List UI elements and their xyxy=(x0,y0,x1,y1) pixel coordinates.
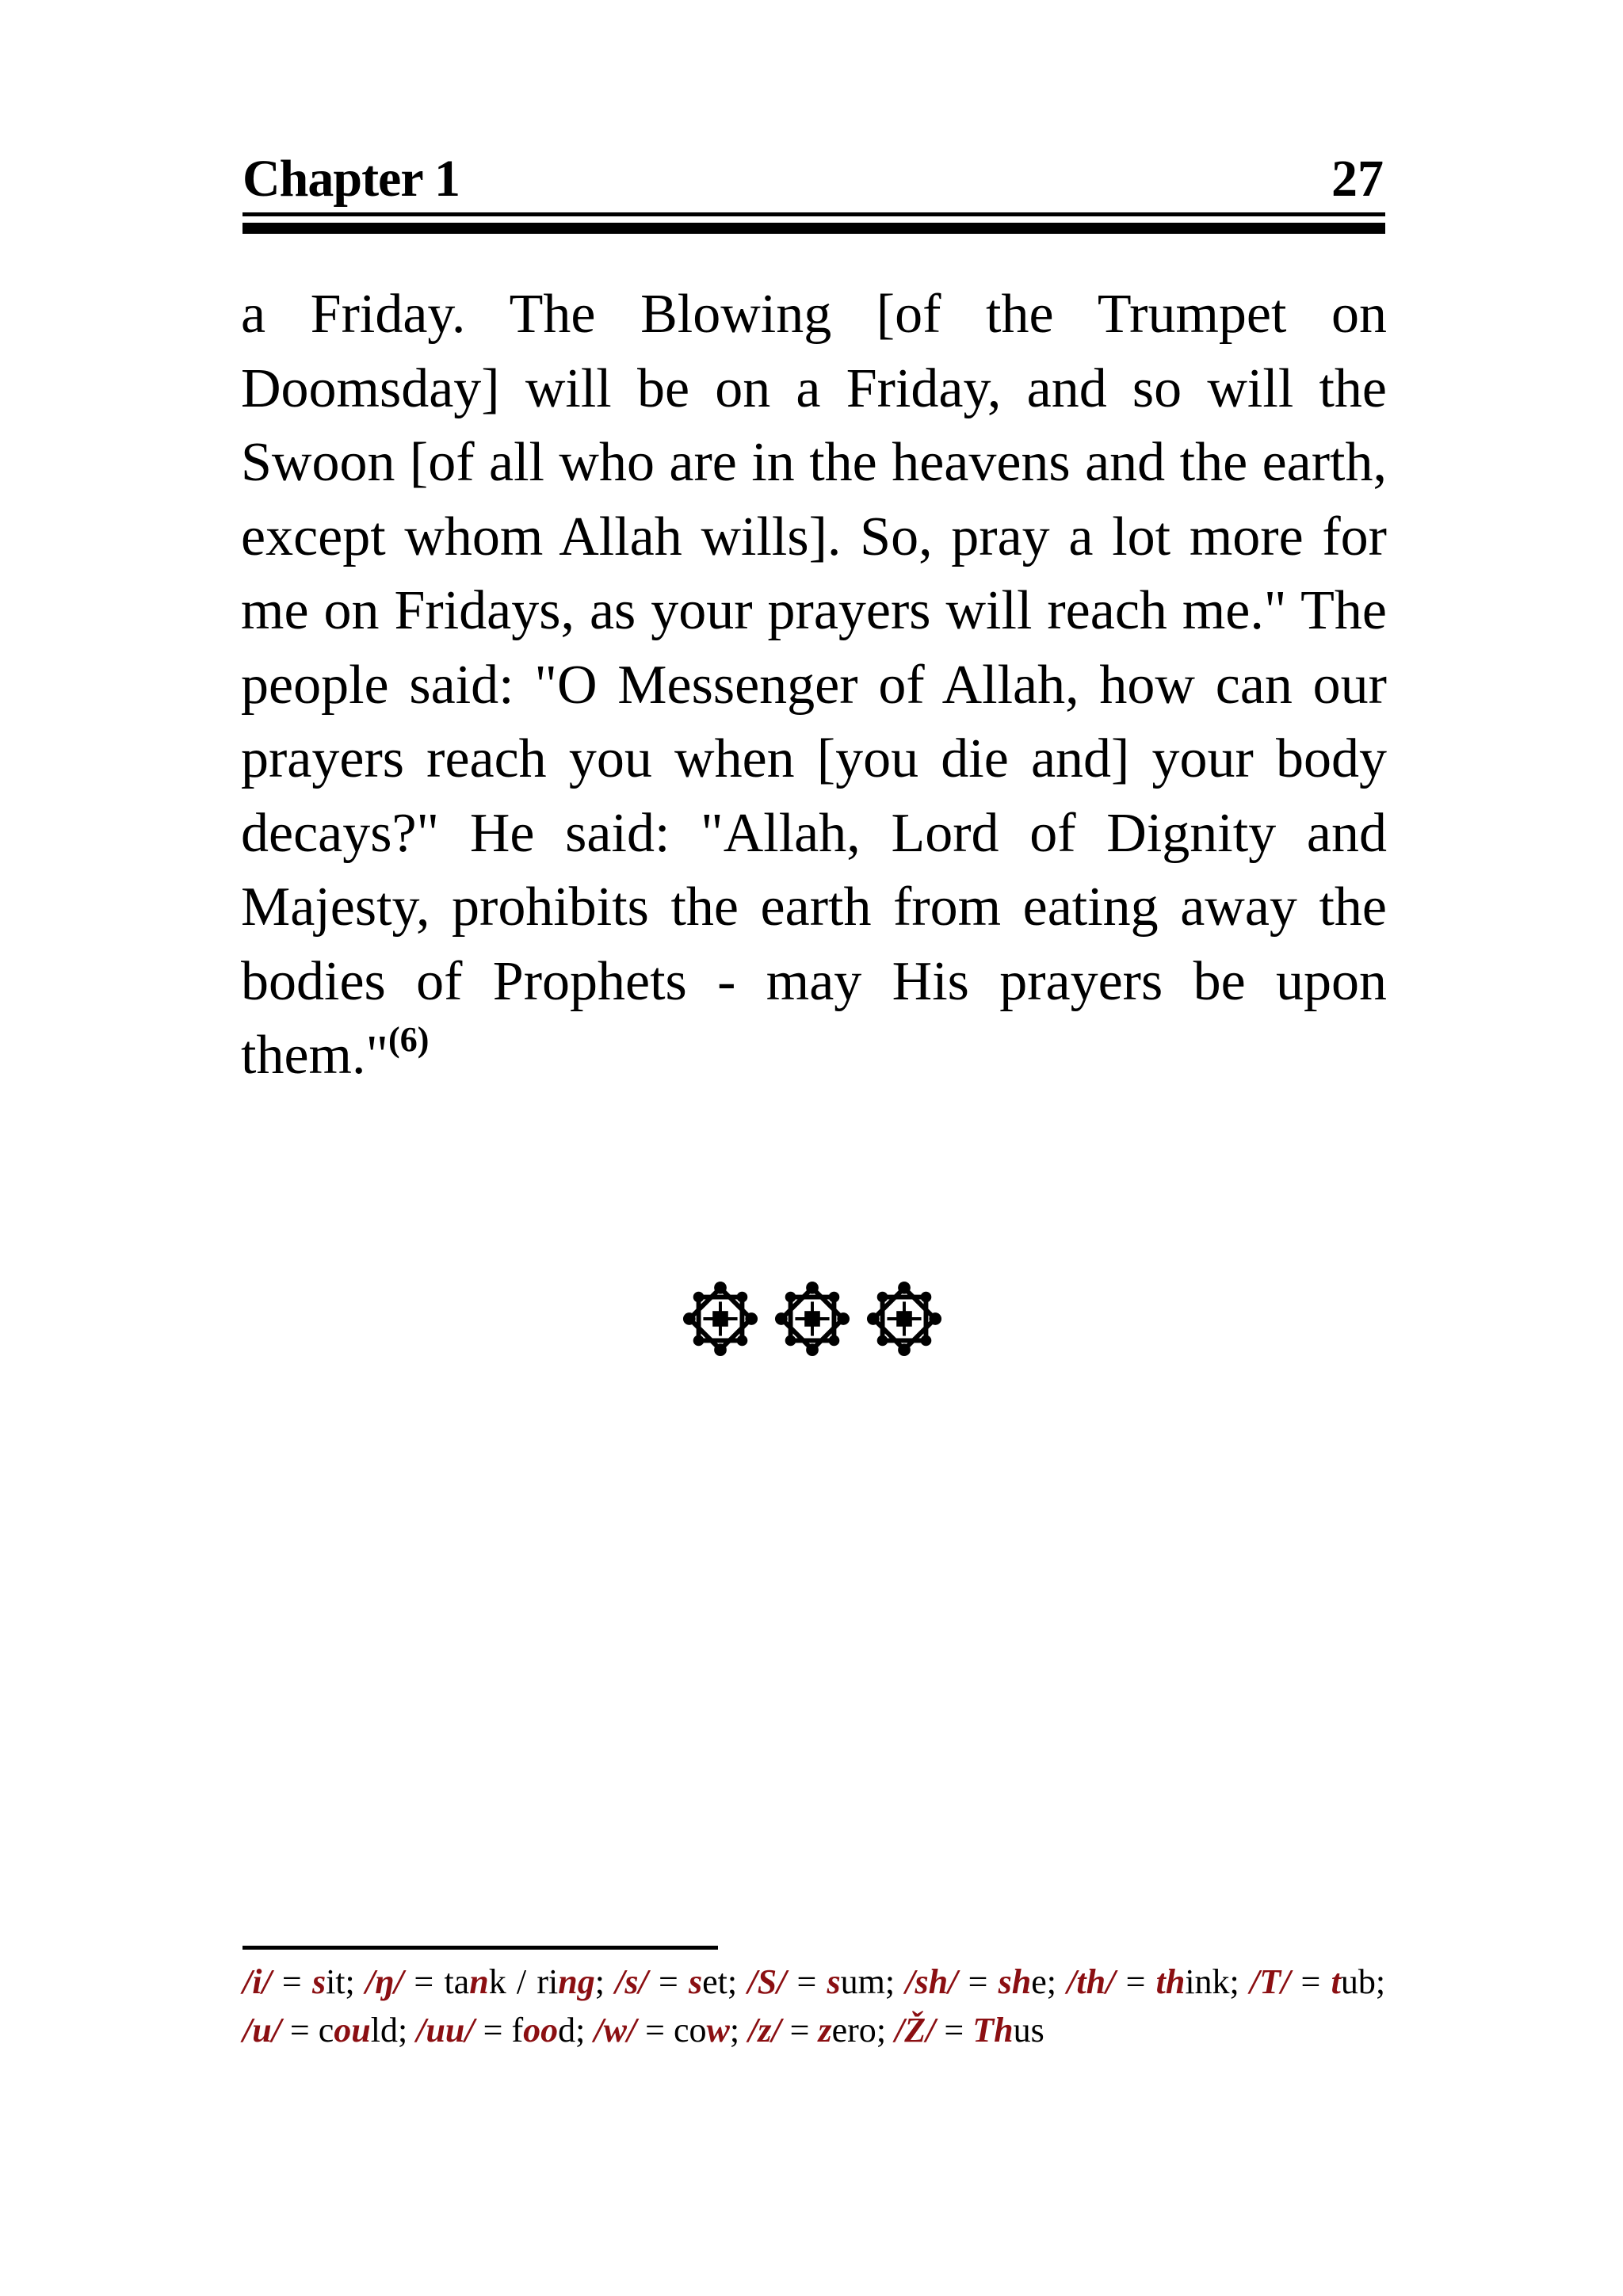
phonetic-key-entry: /s/ = set; xyxy=(615,1962,738,2001)
example-word: set xyxy=(689,1962,727,2001)
equals-sign: = xyxy=(658,1962,689,2001)
phonetic-key-entry: /uu/ = food; xyxy=(416,2011,586,2050)
phonetic-symbol: /Ž/ xyxy=(895,2011,936,2050)
equals-sign: = xyxy=(968,1962,999,2001)
footnote-rule xyxy=(242,1946,718,1950)
phonetic-symbol: /sh/ xyxy=(905,1962,958,2001)
example-word: tub xyxy=(1331,1962,1376,2001)
phonetic-symbol: /i/ xyxy=(242,1962,272,2001)
phonetic-symbol: /ŋ/ xyxy=(365,1962,404,2001)
equals-sign: = xyxy=(414,1962,445,2001)
running-header xyxy=(242,149,1384,220)
example-word: zero xyxy=(818,2011,876,2050)
equals-sign: = xyxy=(1300,1962,1331,2001)
phonetic-symbol: /S/ xyxy=(747,1962,787,2001)
section-ornament xyxy=(682,1280,943,1359)
body-paragraph-text: a Friday. The Blowing [of the Trumpet on Doomsday] will be on a Friday, and so will the Swoon [of all who are in the heavens and the earth, except whom Allah wills]. So, pray a lot more for me on Fridays, as your prayers will reach me." The people said: "O Messenger of Allah, how can our prayers reach you when [you die and] your body decays?" He said: "Allah, Lord of Dignity and Majesty, prohibits the earth from eating away the bodies of Prophets - may His prayers be upon them." xyxy=(241,284,1387,1086)
phonetic-key-entry: /i/ = sit; xyxy=(242,1962,355,2001)
phonetic-key-entry: /z/ = zero; xyxy=(748,2011,887,2050)
phonetic-symbol: /uu/ xyxy=(416,2011,475,2050)
phonetic-symbol: /u/ xyxy=(242,2011,281,2050)
example-word: Thus xyxy=(972,2011,1044,2050)
phonetic-key-entry: /T/ = tub; xyxy=(1250,1962,1386,2001)
example-word: food xyxy=(511,2011,576,2050)
phonetic-key-entry xyxy=(895,2011,1044,2050)
example-word: cow xyxy=(673,2011,730,2050)
equals-sign: = xyxy=(1125,1962,1156,2001)
example-word: sit xyxy=(311,1962,346,2001)
phonetic-key xyxy=(242,1958,1385,2054)
chapter-title: Chapter 1 xyxy=(242,150,460,208)
example-word: she xyxy=(998,1962,1047,2001)
phonetic-symbol: /th/ xyxy=(1067,1962,1116,2001)
equals-sign: = xyxy=(281,1962,312,2001)
phonetic-symbol: /s/ xyxy=(615,1962,648,2001)
phonetic-key-entry: /u/ = could; xyxy=(242,2011,408,2050)
star-flower-icon xyxy=(865,1280,943,1358)
equals-sign: = xyxy=(289,2011,319,2050)
equals-sign: = xyxy=(789,2011,819,2050)
example-word: could xyxy=(318,2011,398,2050)
phonetic-key-entry: /sh/ = she; xyxy=(905,1962,1056,2001)
page-number: 27 xyxy=(1331,150,1384,208)
phonetic-key-entry: /ŋ/ = tank / ring; xyxy=(365,1962,605,2001)
equals-sign: = xyxy=(944,2011,973,2050)
phonetic-symbol: /T/ xyxy=(1250,1962,1291,2001)
star-flower-icon xyxy=(773,1280,851,1358)
equals-sign: = xyxy=(645,2011,674,2050)
phonetic-symbol: /w/ xyxy=(594,2011,637,2050)
phonetic-symbol: /z/ xyxy=(748,2011,781,2050)
equals-sign: = xyxy=(796,1962,827,2001)
phonetic-key-entry: /w/ = cow; xyxy=(594,2011,740,2050)
phonetic-key-entry: /S/ = sum; xyxy=(747,1962,896,2001)
header-rule-thick xyxy=(242,223,1385,234)
phonetic-key-entry: /th/ = think; xyxy=(1067,1962,1239,2001)
star-flower-icon xyxy=(682,1280,759,1358)
footnote-reference: (6) xyxy=(388,1020,430,1059)
equals-sign: = xyxy=(483,2011,512,2050)
example-word: tank / ring xyxy=(444,1962,595,2001)
header-rule-thin xyxy=(242,212,1385,216)
example-word: sum xyxy=(827,1962,885,2001)
example-word: think xyxy=(1155,1962,1230,2001)
body-paragraph xyxy=(241,277,1387,1093)
